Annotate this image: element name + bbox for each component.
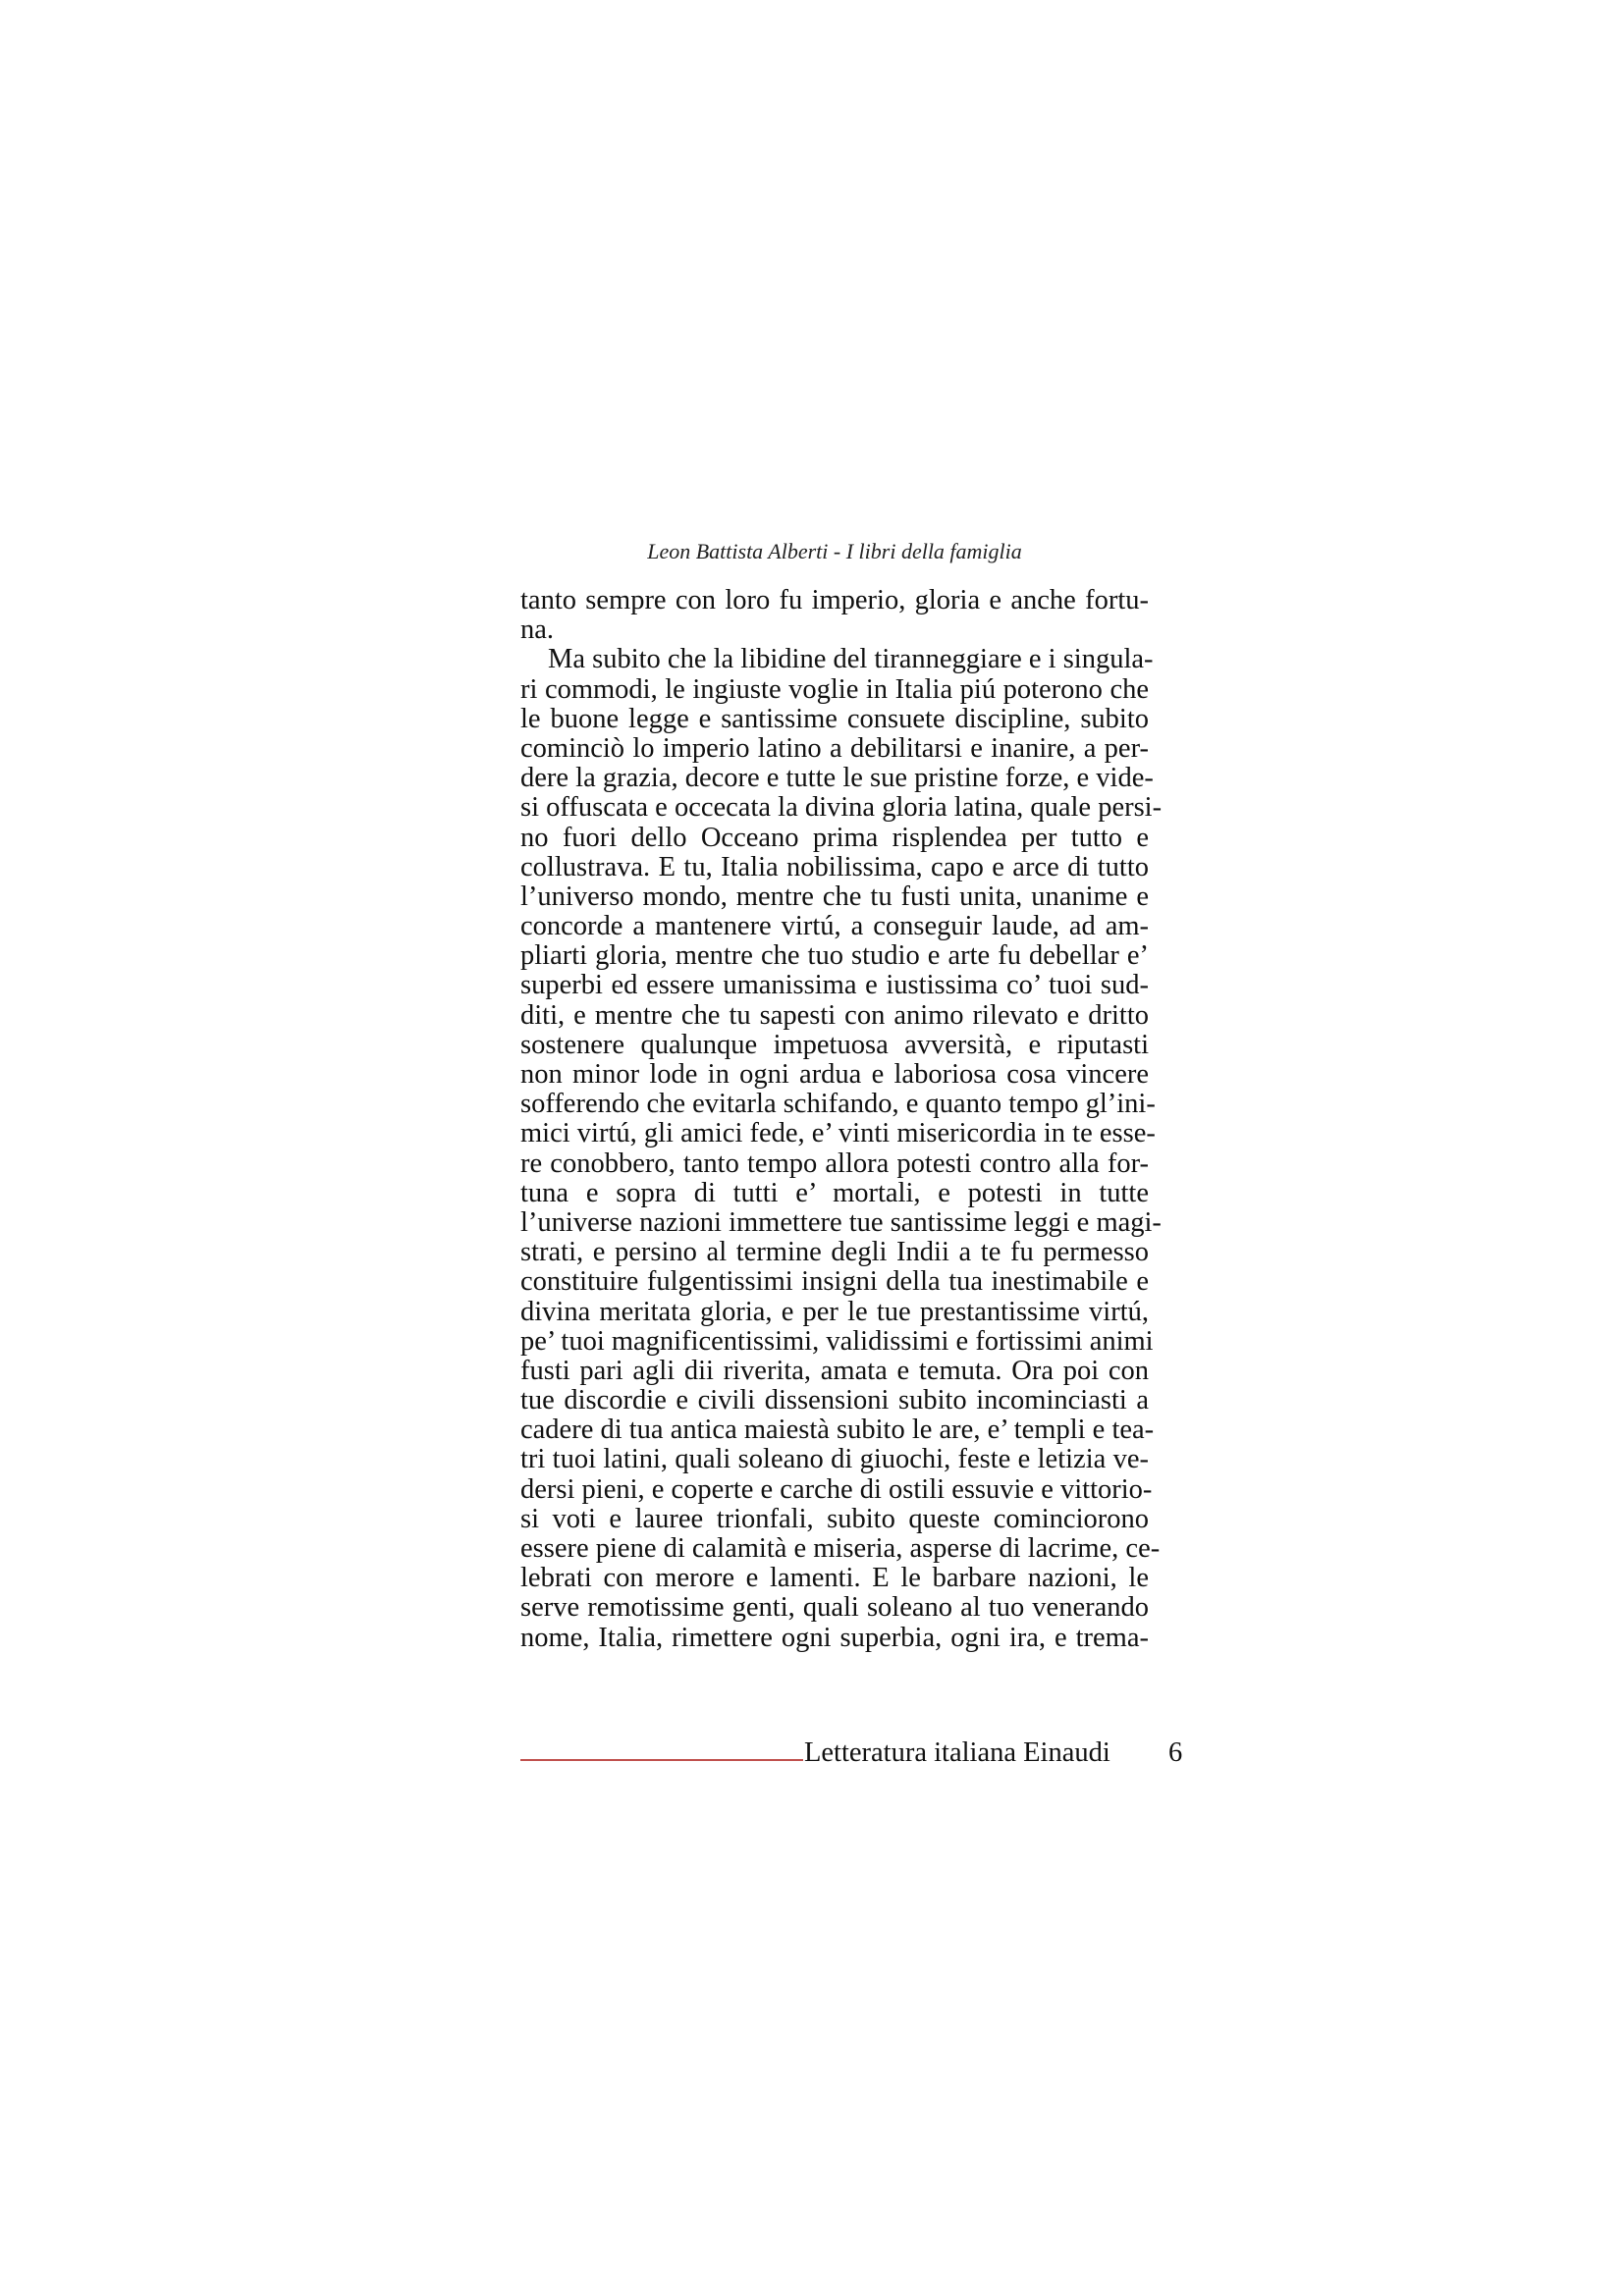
text-line: pe’ tuoi magnificentissimi, validissimi e fortissimi animi xyxy=(520,1325,1154,1357)
text-line: sostenere qualunque impetuosa avversità, e riputasti xyxy=(520,1029,1149,1060)
text-line: tuna e sopra di tutti e’ mortali, e potesti in tutte xyxy=(520,1177,1149,1208)
text-line: strati, e persino al termine degli Indii a te fu permesso xyxy=(520,1237,1149,1268)
page-number: 6 xyxy=(1168,1737,1183,1768)
text-line: no fuori dello Occeano prima risplendea per tutto e xyxy=(520,822,1149,853)
text-line: tanto sempre con loro fu imperio, gloria e anche fortu- xyxy=(520,585,1149,615)
text-line: lebrati con merore e lamenti. E le barbare nazioni, le xyxy=(520,1563,1149,1594)
text-line: l’universe nazioni immettere tue santissime leggi e magi- xyxy=(520,1206,1162,1238)
footer-rule xyxy=(520,1759,803,1761)
text-line: divina meritata gloria, e per le tue prestantissime virtú, xyxy=(520,1296,1149,1327)
text-line: tri tuoi latini, quali soleano di giuochi, feste e letizia ve- xyxy=(520,1444,1149,1475)
text-line: concorde a mantenere virtú, a conseguir laude, ad am- xyxy=(520,911,1149,942)
text-line: pliarti gloria, mentre che tuo studio e arte fu debellar e’ xyxy=(520,940,1149,972)
text-line: le buone legge e santissime consuete discipline, subito xyxy=(520,703,1149,734)
text-line: si offuscata e occecata la divina gloria latina, quale persi- xyxy=(520,792,1163,824)
text-line: dersi pieni, e coperte e carche di ostili essuvie e vittorio- xyxy=(520,1473,1153,1505)
text-line: si voti e lauree trionfali, subito queste cominciorono xyxy=(520,1503,1149,1534)
text-line: na. xyxy=(520,614,555,646)
text-line: nome, Italia, rimettere ogni superbia, ogni ira, e trema- xyxy=(520,1622,1149,1653)
text-line: ri commodi, le ingiuste voglie in Italia piú poterono che xyxy=(520,673,1149,705)
text-line: dere la grazia, decore e tutte le sue pristine forze, e vide- xyxy=(520,763,1154,794)
text-line: superbi ed essere umanissima e iustissima co’ tuoi sud- xyxy=(520,970,1149,1001)
text-line: re conobbero, tanto tempo allora potesti contro alla for- xyxy=(520,1148,1149,1179)
text-line: l’universo mondo, mentre che tu fusti unita, unanime e xyxy=(520,881,1149,912)
publisher-label: Letteratura italiana Einaudi xyxy=(804,1737,1110,1768)
text-line: sofferendo che evitarla schifando, e quanto tempo gl’ini- xyxy=(520,1089,1156,1120)
text-line: Ma subito che la libidine del tiranneggiare e i singula- xyxy=(548,644,1154,675)
text-line: fusti pari agli dii riverita, amata e temuta. Ora poi con xyxy=(520,1355,1149,1386)
text-line: serve remotissime genti, quali soleano al tuo venerando xyxy=(520,1592,1149,1624)
text-line: cominciò lo imperio latino a debilitarsi e inanire, a per- xyxy=(520,732,1149,764)
text-line: constituire fulgentissimi insigni della tua inestimabile e xyxy=(520,1266,1149,1298)
text-line: cadere di tua antica maiestà subito le are, e’ templi e tea- xyxy=(520,1415,1155,1446)
text-line: mici virtú, gli amici fede, e’ vinti misericordia in te esse- xyxy=(520,1118,1156,1149)
body-text xyxy=(520,585,1163,1653)
text-line: diti, e mentre che tu sapesti con animo rilevato e dritto xyxy=(520,999,1149,1031)
page-footer xyxy=(520,1735,1208,1771)
running-header: Leon Battista Alberti - I libri della famiglia xyxy=(647,539,1022,563)
text-line: non minor lode in ogni ardua e laboriosa cosa vincere xyxy=(520,1059,1149,1090)
text-line: essere piene di calamità e miseria, asperse di lacrime, ce- xyxy=(520,1533,1161,1564)
text-line: collustrava. E tu, Italia nobilissima, capo e arce di tutto xyxy=(520,851,1149,882)
text-line: tue discordie e civili dissensioni subito incominciasti a xyxy=(520,1385,1149,1416)
